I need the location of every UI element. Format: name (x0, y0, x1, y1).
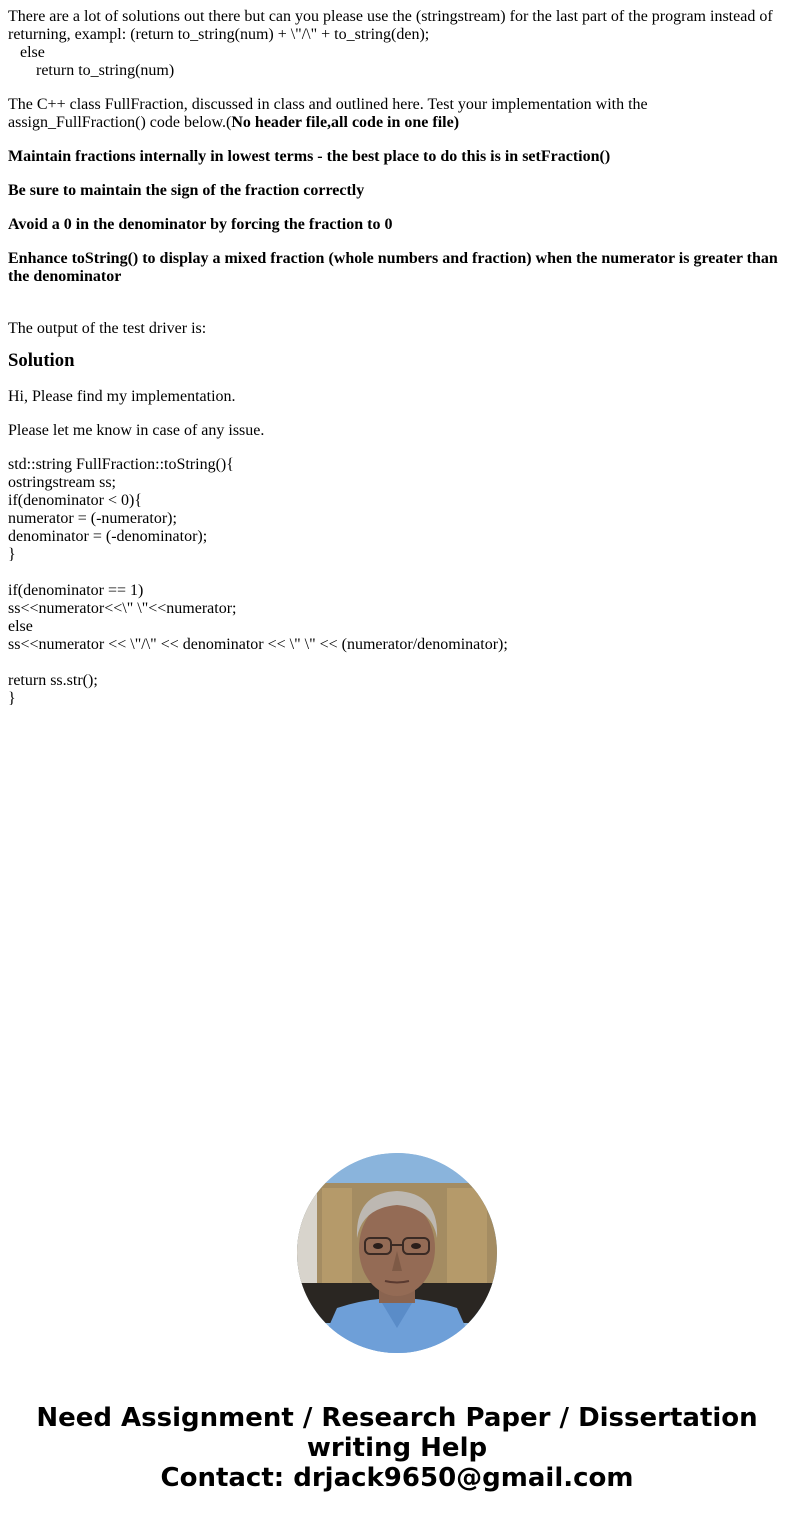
solution-heading: Solution (8, 350, 75, 371)
intro-line: returning, exampl: (return to_string(num) + \"/\" + to_string(den); (8, 26, 430, 43)
requirement-text: Avoid a 0 in the denominator by forcing the fraction to 0 (8, 216, 393, 233)
code-line: } (8, 690, 16, 707)
requirement-text: Maintain fractions internally in lowest terms - the best place to do this is in setFraction() (8, 148, 611, 165)
requirement-item (8, 182, 786, 200)
contact-email: Contact: drjack9650@gmail.com (160, 1463, 634, 1493)
requirement-text: Enhance toString() to display a mixed fraction (whole numbers and fraction) when the numerator is greater than (8, 250, 778, 267)
requirement-text: Be sure to maintain the sign of the fraction correctly (8, 182, 365, 199)
code-line: std::string FullFraction::toString(){ (8, 456, 234, 473)
requirement-item (8, 216, 786, 234)
requirement-item (8, 250, 786, 286)
code-line: return ss.str(); (8, 672, 98, 689)
intro-line: return to_string(num) (8, 62, 175, 79)
code-line: numerator = (-numerator); (8, 510, 177, 527)
class-desc-line-2 (8, 114, 786, 132)
code-line: ostringstream ss; (8, 474, 116, 491)
code-line (8, 564, 786, 582)
solution-note: Please let me know in case of any issue. (8, 422, 265, 439)
class-desc-bold: No header file,all code in one file) (231, 114, 460, 131)
class-description (8, 96, 786, 132)
code-line: ss<<numerator<<\" \"<<numerator; (8, 600, 237, 617)
question-intro (8, 8, 786, 80)
solution-greeting: Hi, Please find my implementation. (8, 388, 236, 405)
intro-line: There are a lot of solutions out there but can you please use the (stringstream) for the last part of the program instead of (8, 8, 773, 25)
code-line: denominator = (-denominator); (8, 528, 208, 545)
author-avatar (297, 1153, 497, 1353)
portrait-image (297, 1153, 497, 1353)
code-line (8, 654, 786, 672)
document-content (8, 8, 786, 708)
code-line: } (8, 546, 16, 563)
requirement-item (8, 148, 786, 166)
class-desc-normal: assign_FullFraction() code below.( (8, 114, 232, 131)
solution-code (8, 456, 786, 708)
banner-line: Need Assignment / Research Paper / Dissertation (36, 1403, 758, 1433)
output-label: The output of the test driver is: (8, 320, 207, 337)
requirement-text: the denominator (8, 268, 122, 285)
code-line: if(denominator < 0){ (8, 492, 142, 509)
banner-line: writing Help (306, 1433, 488, 1463)
intro-line: else (8, 44, 45, 61)
contact-banner (0, 1403, 794, 1493)
code-line: ss<<numerator << \"/\" << denominator << \" \" << (numerator/denominator); (8, 636, 508, 653)
code-line: if(denominator == 1) (8, 582, 144, 599)
code-line: else (8, 618, 33, 635)
class-desc-line: The C++ class FullFraction, discussed in class and outlined here. Test your implementation with the (8, 96, 648, 113)
